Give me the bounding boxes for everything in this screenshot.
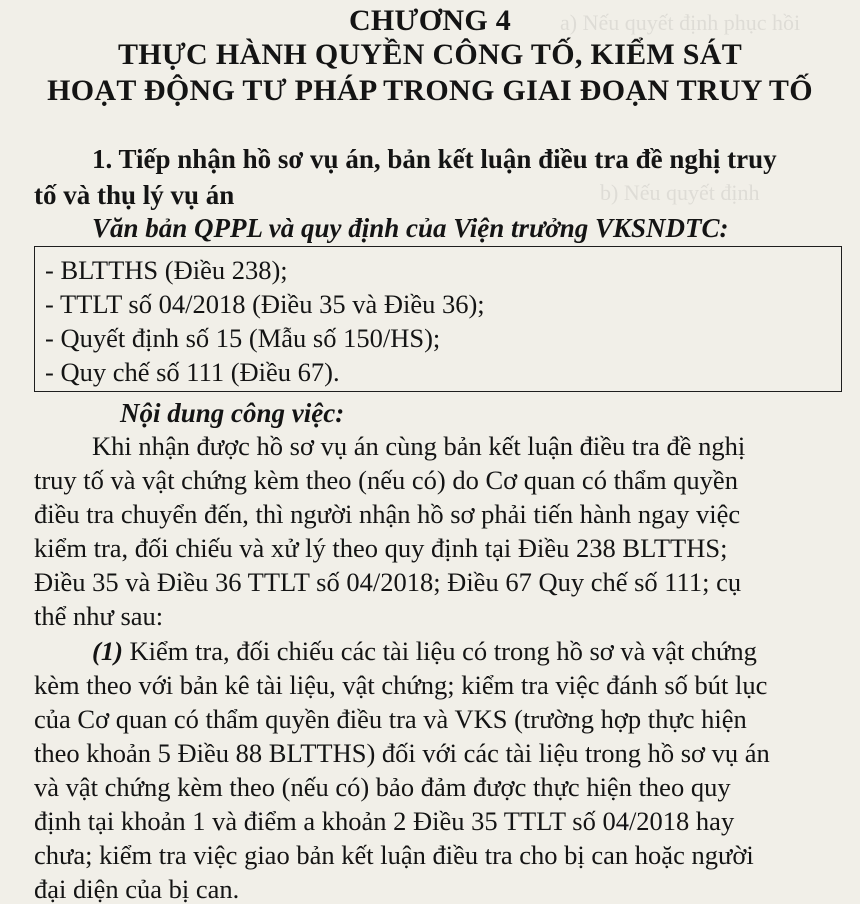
paragraph-line: thể như sau:: [34, 601, 164, 631]
bleed-through-text: a) Nếu quyết định phục hồi: [560, 10, 801, 35]
chapter-title-line-2: HOẠT ĐỘNG TƯ PHÁP TRONG GIAI ĐOẠN TRUY TỐ: [47, 74, 813, 107]
legal-reference-item: - Quy chế số 111 (Điều 67).: [45, 357, 340, 387]
legal-reference-item: - TTLT số 04/2018 (Điều 35 và Điều 36);: [45, 289, 485, 319]
paragraph-line: của Cơ quan có thẩm quyền điều tra và VKS (trường hợp thực hiện: [34, 704, 747, 734]
paragraph-line: Khi nhận được hồ sơ vụ án cùng bản kết luận điều tra đề nghị: [92, 431, 746, 461]
paragraph-line: theo khoản 5 Điều 88 BLTTHS) đối với các tài liệu trong hồ sơ vụ án: [34, 738, 770, 768]
chapter-label: CHƯƠNG 4: [348, 4, 512, 37]
paragraph-line: đại diện của bị can.: [34, 874, 240, 904]
legal-reference-item: - BLTTHS (Điều 238);: [45, 255, 288, 285]
legal-references-box: [34, 246, 842, 392]
bleed-through-text: b) Nếu quyết định: [600, 180, 760, 205]
list-item-text: Kiểm tra, đối chiếu các tài liệu có trong hồ sơ và vật chứng: [122, 636, 757, 666]
section-heading-line-1: 1. Tiếp nhận hồ sơ vụ án, bản kết luận điều tra đề nghị truy: [92, 144, 777, 174]
list-item-first-line: [92, 638, 757, 665]
paragraph-line: truy tố và vật chứng kèm theo (nếu có) do Cơ quan có thẩm quyền: [34, 465, 738, 495]
paragraph-line: kiểm tra, đối chiếu và xử lý theo quy định tại Điều 238 BLTTHS;: [34, 533, 728, 563]
paragraph-line: Điều 35 và Điều 36 TTLT số 04/2018; Điều 67 Quy chế số 111; cụ: [34, 567, 742, 597]
paragraph-line: chưa; kiểm tra việc giao bản kết luận điều tra cho bị can hoặc người: [34, 840, 754, 870]
paragraph-line: định tại khoản 1 và điểm a khoản 2 Điều 35 TTLT số 04/2018 hay: [34, 806, 735, 836]
work-content-heading: Nội dung công việc:: [120, 398, 345, 428]
paragraph-line: và vật chứng kèm theo (nếu có) bảo đảm được thực hiện theo quy: [34, 772, 731, 802]
chapter-title-line-1: THỰC HÀNH QUYỀN CÔNG TỐ, KIỂM SÁT: [117, 38, 743, 71]
section-heading-line-2: tố và thụ lý vụ án: [34, 180, 235, 210]
list-item-marker: (1): [92, 636, 123, 666]
legal-documents-heading: Văn bản QPPL và quy định của Viện trưởng VKSNDTC:: [92, 213, 729, 243]
paragraph-line: kèm theo với bản kê tài liệu, vật chứng; kiểm tra việc đánh số bút lục: [34, 670, 768, 700]
legal-reference-item: - Quyết định số 15 (Mẫu số 150/HS);: [45, 323, 441, 353]
paragraph-line: điều tra chuyển đến, thì người nhận hồ sơ phải tiến hành ngay việc: [34, 499, 741, 529]
